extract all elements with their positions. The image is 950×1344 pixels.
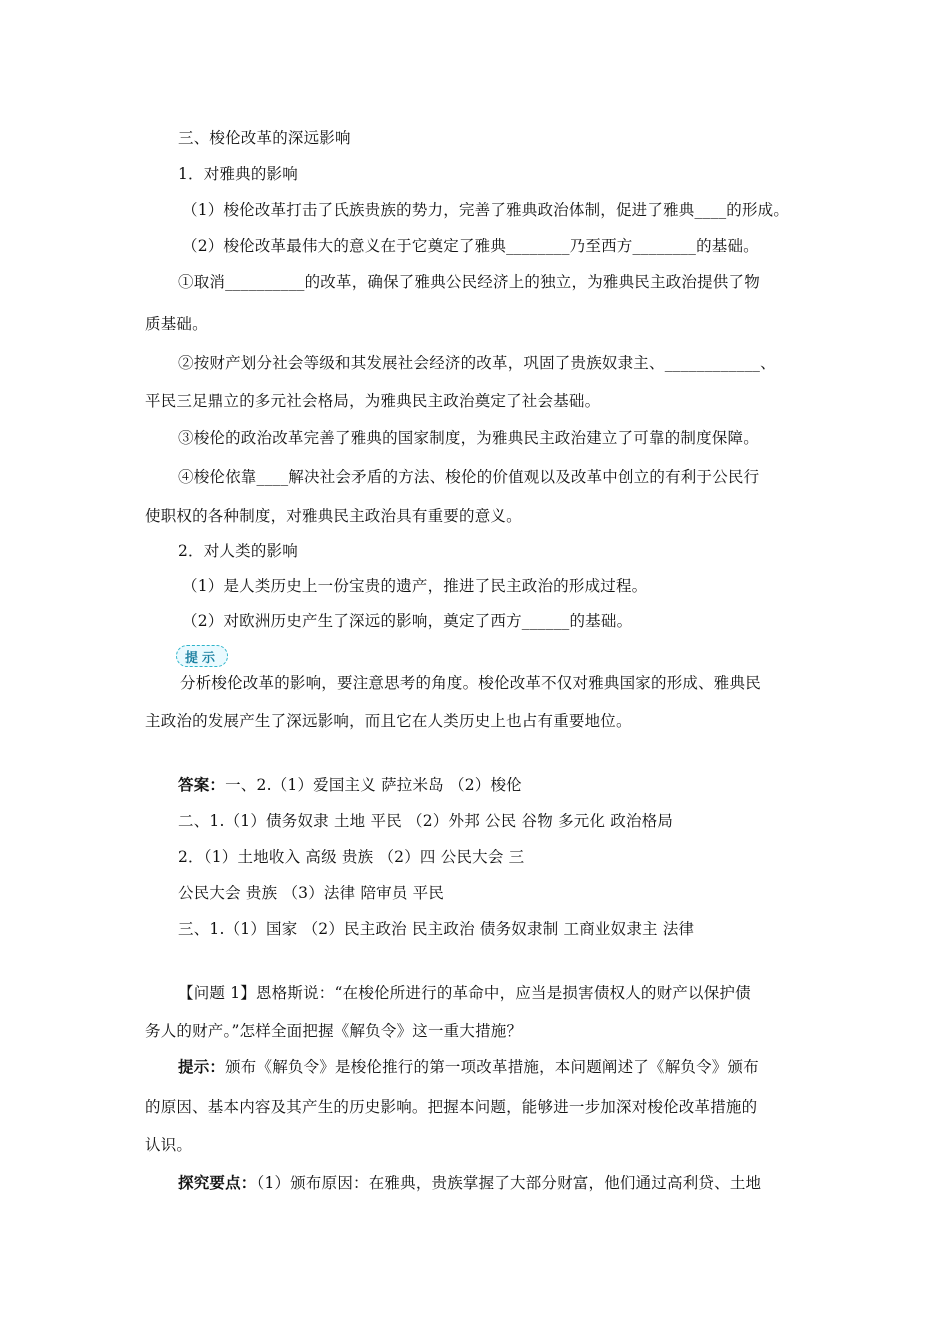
hint-badge: 提示 [176,645,228,667]
subheading-humanity: 2．对人类的影响 [178,542,298,560]
hint-line-2: 主政治的发展产生了深远影响，而且它在人类历史上也占有重要地位。 [145,712,632,730]
point-3: ③梭伦的政治改革完善了雅典的国家制度，为雅典民主政治建立了可靠的制度保障。 [178,429,759,447]
answers-line-5: 三、1.（1）国家 （2）民主政治 民主政治 债务奴隶制 工商业奴隶主 法律 [178,920,695,938]
explore-line-1 [178,1172,761,1194]
explore-text-1: （1）颁布原因：在雅典，贵族掌握了大部分财富，他们通过高利贷、土地 [256,1174,762,1192]
humanity-point-1: （1）是人类历史上一份宝贵的遗产，推进了民主政治的形成过程。 [182,577,648,595]
tip-line-1 [178,1056,759,1078]
tip-label: 提示： [178,1057,226,1076]
point-1-line-1: ①取消__________的改革，确保了雅典公民经济上的独立，为雅典民主政治提供了物 [178,273,760,291]
answers-line-2: 二、1.（1）债务奴隶 土地 平民 （2）外邦 公民 谷物 多元化 政治格局 [178,812,674,830]
paragraph-1: （1）梭伦改革打击了氏族贵族的势力，完善了雅典政治体制，促进了雅典____的形成。 [182,201,790,219]
question-line-2: 务人的财产。”怎样全面把握《解负令》这一重大措施？ [145,1022,523,1040]
point-2-line-1: ②按财产划分社会等级和其发展社会经济的改革，巩固了贵族奴隶主、____________、 [178,354,776,372]
humanity-point-2: （2）对欧洲历史产生了深远的影响，奠定了西方______的基础。 [182,612,633,630]
hint-line-1: 分析梭伦改革的影响，要注意思考的角度。梭伦改革不仅对雅典国家的形成、雅典民 [180,674,761,692]
paragraph-2: （2）梭伦改革最伟大的意义在于它奠定了雅典________乃至西方________的基础。 [182,237,759,255]
point-1-line-2: 质基础。 [145,315,208,333]
tip-line-3: 认识。 [145,1136,193,1154]
answers-line-4: 公民大会 贵族 （3）法律 陪审员 平民 [178,884,445,902]
point-2-line-2: 平民三足鼎立的多元社会格局，为雅典民主政治奠定了社会基础。 [145,392,601,410]
answers-line-3: 2．（1）土地收入 高级 贵族 （2）四 公民大会 三 [178,848,525,866]
point-4-line-2: 使职权的各种制度，对雅典民主政治具有重要的意义。 [145,507,522,525]
section-title: 三、梭伦改革的深远影响 [178,129,351,147]
explore-label: 探究要点： [178,1173,257,1192]
answers-label: 答案： [178,775,226,794]
answers-line-1 [178,774,522,796]
question-line-1: 【问题 1】恩格斯说：“在梭伦所进行的革命中，应当是损害债权人的财产以保护债 [178,984,751,1002]
answers-text-1: 一、2.（1）爱国主义 萨拉米岛 （2）梭伦 [225,776,522,794]
tip-line-2: 的原因、基本内容及其产生的历史影响。把握本问题，能够进一步加深对梭伦改革措施的 [145,1098,758,1116]
subheading-athens: 1．对雅典的影响 [178,165,298,183]
point-4-line-1: ④梭伦依靠____解决社会矛盾的方法、梭伦的价值观以及改革中创立的有利于公民行 [178,468,760,486]
tip-text-1: 颁布《解负令》是梭伦推行的第一项改革措施，本问题阐述了《解负令》颁布 [225,1058,759,1076]
